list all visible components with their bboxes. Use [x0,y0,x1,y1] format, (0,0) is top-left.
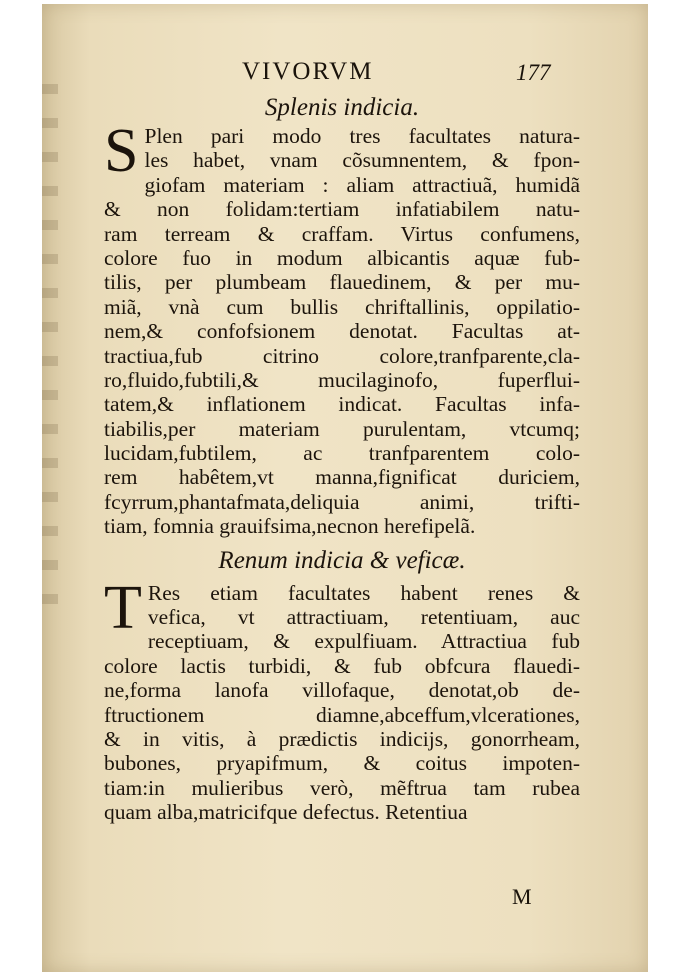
drop-cap: T [104,573,142,642]
text-line: ram terream & craffam. Virtus confumens, [104,221,580,246]
section-heading-spleen: Splenis indicia. [264,94,420,121]
text-line: colore lactis turbidi, & fub obfcura flauedi- [104,653,580,678]
book-page [42,4,648,972]
drop-cap: S [104,117,139,185]
paragraph-kidneys [104,573,580,825]
text-line: tiam:in mulieribus verò, mẽftrua tam rubea [104,775,580,800]
text-line: fcyrrum,phantafmata,deliquia animi, trifti- [104,489,580,514]
page-number: 177 [516,60,551,85]
text-line: tractiua,fub citrino colore,tranfparente,cla- [104,343,580,368]
text-line: tilis, per plumbeam flauedinem, & per mu- [104,270,580,295]
text-line: Plen pari modo tres facultates natura- [144,124,580,148]
text-line: tiam, fomnia grauifsima,necnon herefipelã. [104,514,476,539]
text-line: receptiuam, & expulfiuam. Attractiua fub [147,629,580,654]
text-line: vefica, vt attractiuam, retentiuam, auc [147,605,580,630]
signature-mark: M [512,884,532,909]
text-line: nem,& confofsionem denotat. Facultas at- [104,319,580,344]
text-line: ro,fluido,fubtili,& mucilaginofo, fuperflui- [104,367,580,392]
text-line: & non folidam:tertiam infatiabilem natu- [104,197,580,222]
paragraph-spleen [104,117,580,539]
text-line: Res etiam facultates habent renes & [147,580,580,605]
text-line: ftructionem diamne,abceffum,vlcerationes, [104,702,580,727]
section-heading-kidneys: Renum indicia & veficæ. [218,546,466,574]
bleed-through [42,84,58,604]
text-line: les habet, vnam cõsumnentem, & fpon- [144,148,580,173]
text-line: ne,forma lanofa villofaque, denotat,ob de- [104,678,580,703]
text-line: lucidam,fubtilem, ac tranfparentem colo- [104,441,580,466]
text-line: tatem,& inflationem indicat. Facultas infa- [104,392,580,417]
text-line: colore fuo in modum albicantis aquæ fub- [104,245,580,270]
page-header [42,58,648,92]
text-line: quam alba,matricifque defectus. Retentiua [104,800,468,825]
main-text [104,92,580,825]
text-line: rem habêtem,vt manna,fignificat duriciem, [104,465,580,490]
text-line: miã, vnà cum bullis chriftallinis, oppilatio- [104,294,580,319]
text-line: tiabilis,per materiam purulentam, vtcumq; [104,416,580,441]
running-title: VIVORVM [242,58,374,85]
text-line: & in vitis, à prædictis indicijs, gonorrheam, [104,726,580,751]
text-line: bubones, pryapifmum, & coitus impoten- [104,751,580,776]
text-line: giofam materiam : aliam attractiuã, humidã [144,172,580,197]
